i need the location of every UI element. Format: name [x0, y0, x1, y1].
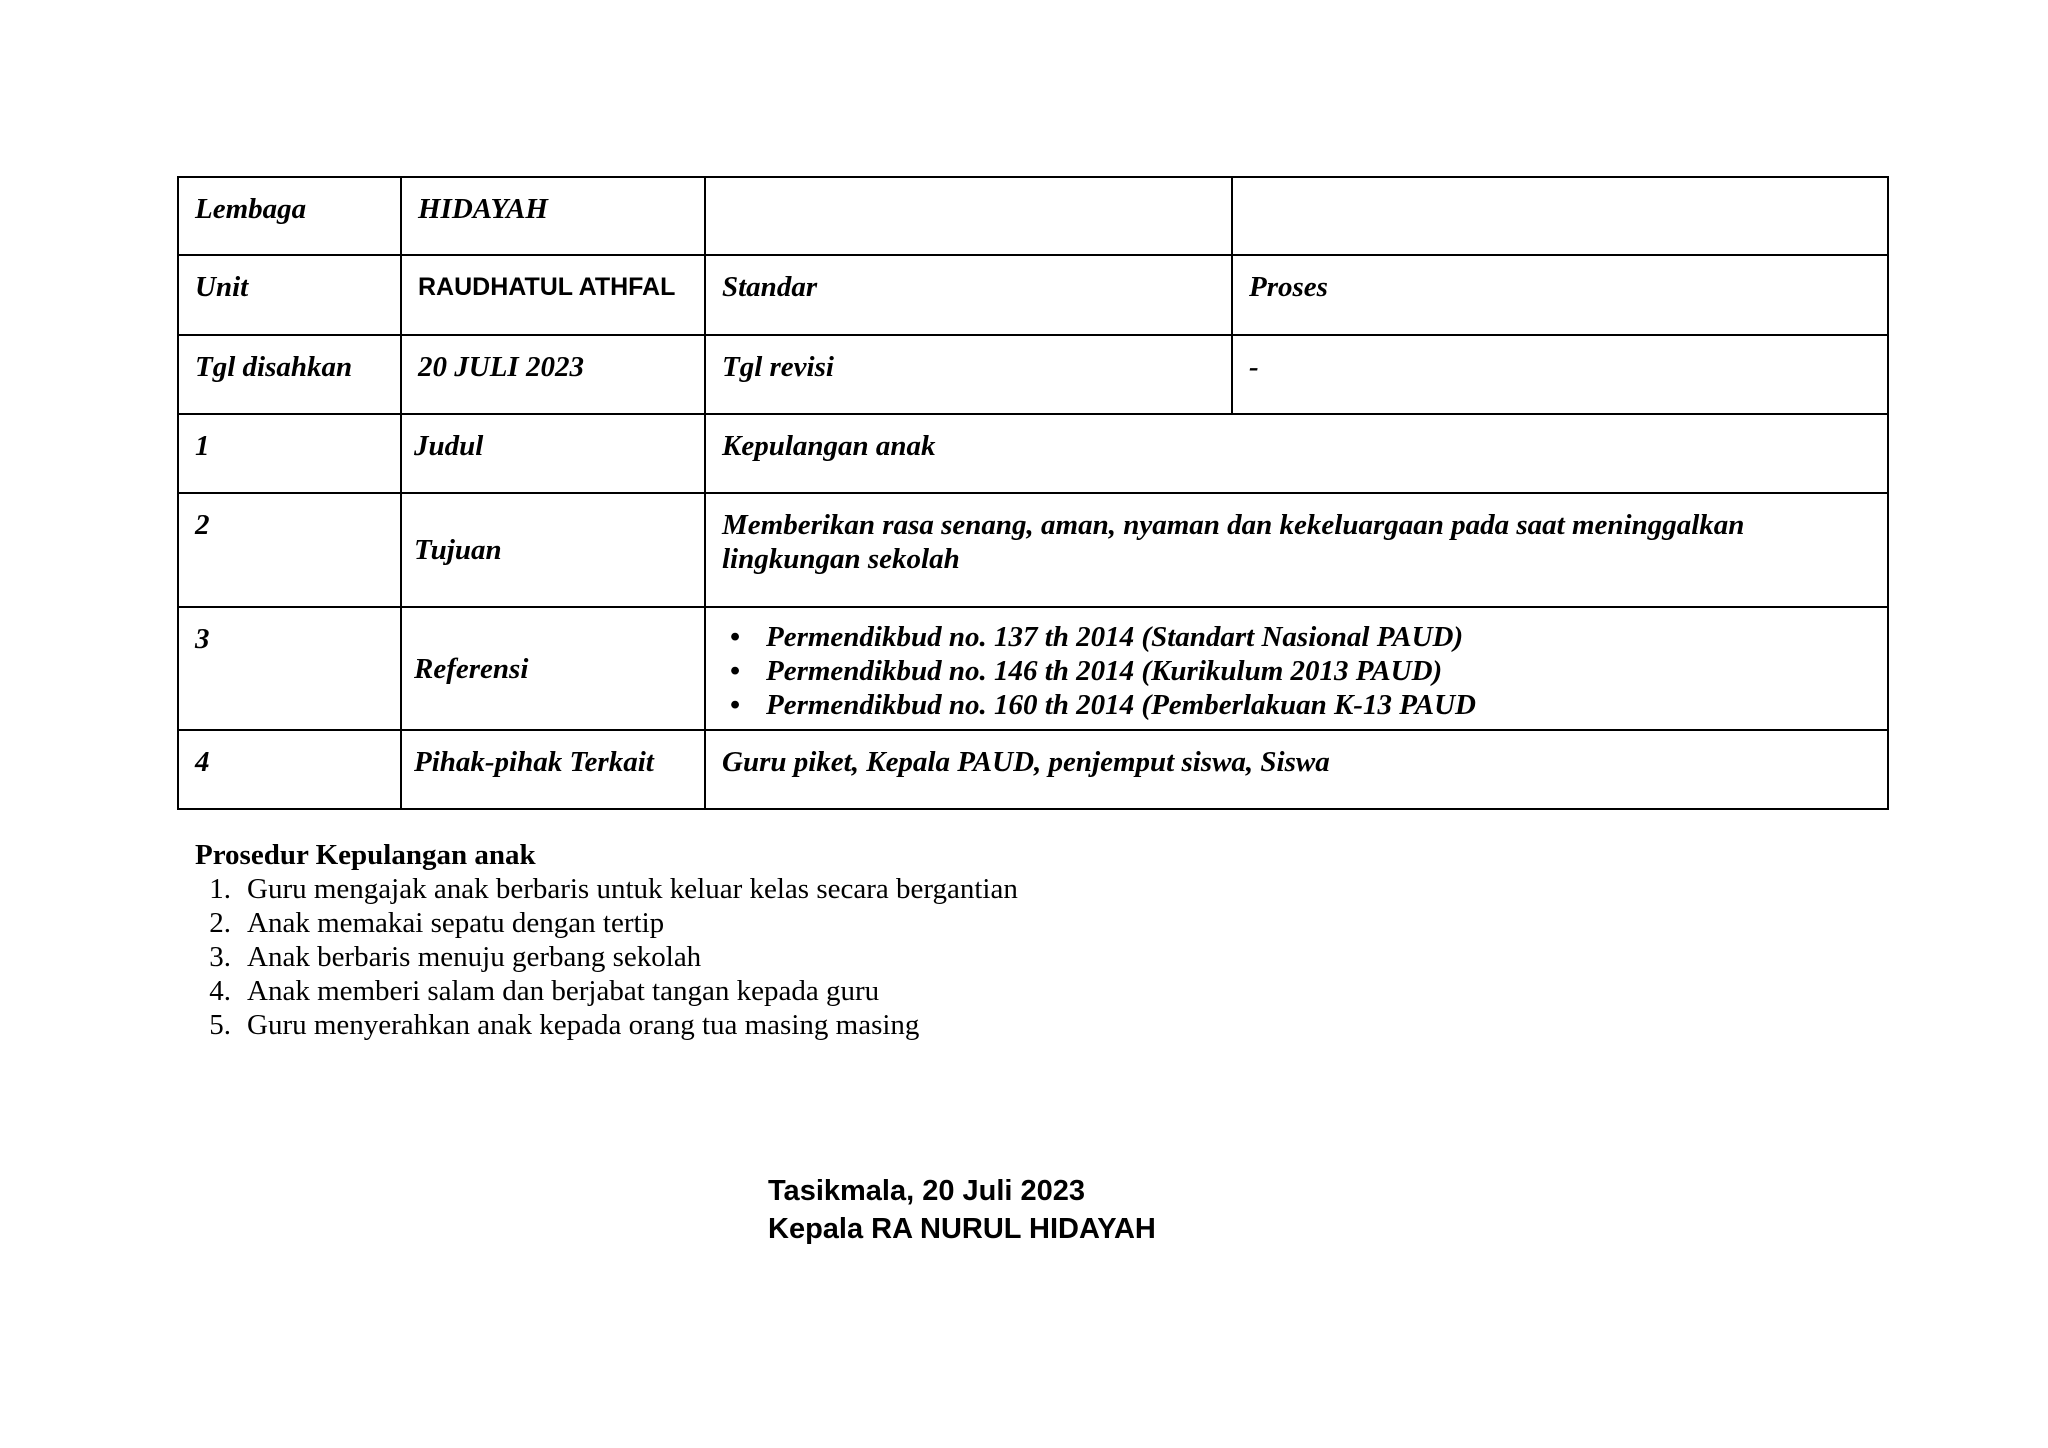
table-row-dates: [178, 335, 1888, 414]
empty-cell: [705, 177, 1232, 255]
row-content: [705, 607, 1888, 730]
lembaga-value: HIDAYAH: [401, 177, 705, 255]
list-item: [195, 1008, 1018, 1042]
step-text: Guru mengajak anak berbaris untuk keluar kelas secara bergantian: [247, 873, 1018, 905]
bullet-icon: •: [730, 621, 741, 653]
row-label: Tujuan: [401, 493, 705, 607]
row-number: 4: [178, 730, 401, 809]
row-label: Judul: [401, 414, 705, 493]
empty-cell: [1232, 177, 1888, 255]
step-text: Guru menyerahkan anak kepada orang tua masing masing: [247, 1009, 920, 1041]
step-number: 1.: [209, 873, 231, 905]
row-content: Guru piket, Kepala PAUD, penjemput siswa, Siswa: [705, 730, 1888, 809]
row-content: Memberikan rasa senang, aman, nyaman dan kekeluargaan pada saat meninggalkan lingkungan sekolah: [705, 493, 1888, 607]
tgl-revisi-value: -: [1232, 335, 1888, 414]
procedure-title: Prosedur Kepulangan anak: [195, 839, 536, 871]
signature-place-date: Tasikmala, 20 Juli 2023: [768, 1175, 1086, 1207]
row-label: Pihak-pihak Terkait: [401, 730, 705, 809]
row-number: 1: [178, 414, 401, 493]
list-item: [730, 688, 1871, 722]
step-number: 3.: [209, 941, 231, 973]
list-item: [195, 906, 1018, 940]
unit-label: Unit: [178, 255, 401, 335]
reference-list: [722, 620, 1871, 722]
reference-text: Permendikbud no. 137 th 2014 (Standart Nasional PAUD): [766, 621, 1464, 653]
bullet-icon: •: [730, 655, 741, 687]
list-item: [195, 940, 1018, 974]
sop-info-table: [177, 176, 1889, 810]
list-item: [195, 872, 1018, 906]
table-row-tujuan: [178, 493, 1888, 607]
table-row-judul: [178, 414, 1888, 493]
procedure-section: [195, 838, 1018, 1042]
table-row-lembaga: [178, 177, 1888, 255]
row-label: Referensi: [401, 607, 705, 730]
table-row-pihak: [178, 730, 1888, 809]
list-item: [730, 654, 1871, 688]
bullet-icon: •: [730, 689, 741, 721]
table-row-unit: [178, 255, 1888, 335]
reference-text: Permendikbud no. 146 th 2014 (Kurikulum 2013 PAUD): [766, 655, 1443, 687]
lembaga-label: Lembaga: [178, 177, 401, 255]
reference-text: Permendikbud no. 160 th 2014 (Pemberlakuan K-13 PAUD: [766, 689, 1476, 721]
step-text: Anak memakai sepatu dengan tertip: [247, 907, 665, 939]
standar-label: Standar: [705, 255, 1232, 335]
signature-block: [768, 1172, 1156, 1248]
step-text: Anak memberi salam dan berjabat tangan kepada guru: [247, 975, 880, 1007]
row-number: 2: [178, 493, 401, 607]
table-row-referensi: [178, 607, 1888, 730]
step-text: Anak berbaris menuju gerbang sekolah: [247, 941, 702, 973]
list-item: [730, 620, 1871, 654]
tgl-disahkan-label: Tgl disahkan: [178, 335, 401, 414]
tgl-revisi-label: Tgl revisi: [705, 335, 1232, 414]
row-number: 3: [178, 607, 401, 730]
procedure-steps: [195, 872, 1018, 1042]
row-content: Kepulangan anak: [705, 414, 1888, 493]
signature-position: Kepala RA NURUL HIDAYAH: [768, 1213, 1156, 1245]
unit-value: RAUDHATUL ATHFAL: [401, 255, 705, 335]
step-number: 5.: [209, 1009, 231, 1041]
step-number: 2.: [209, 907, 231, 939]
list-item: [195, 974, 1018, 1008]
standar-value: Proses: [1232, 255, 1888, 335]
tgl-disahkan-value: 20 JULI 2023: [401, 335, 705, 414]
step-number: 4.: [209, 975, 231, 1007]
